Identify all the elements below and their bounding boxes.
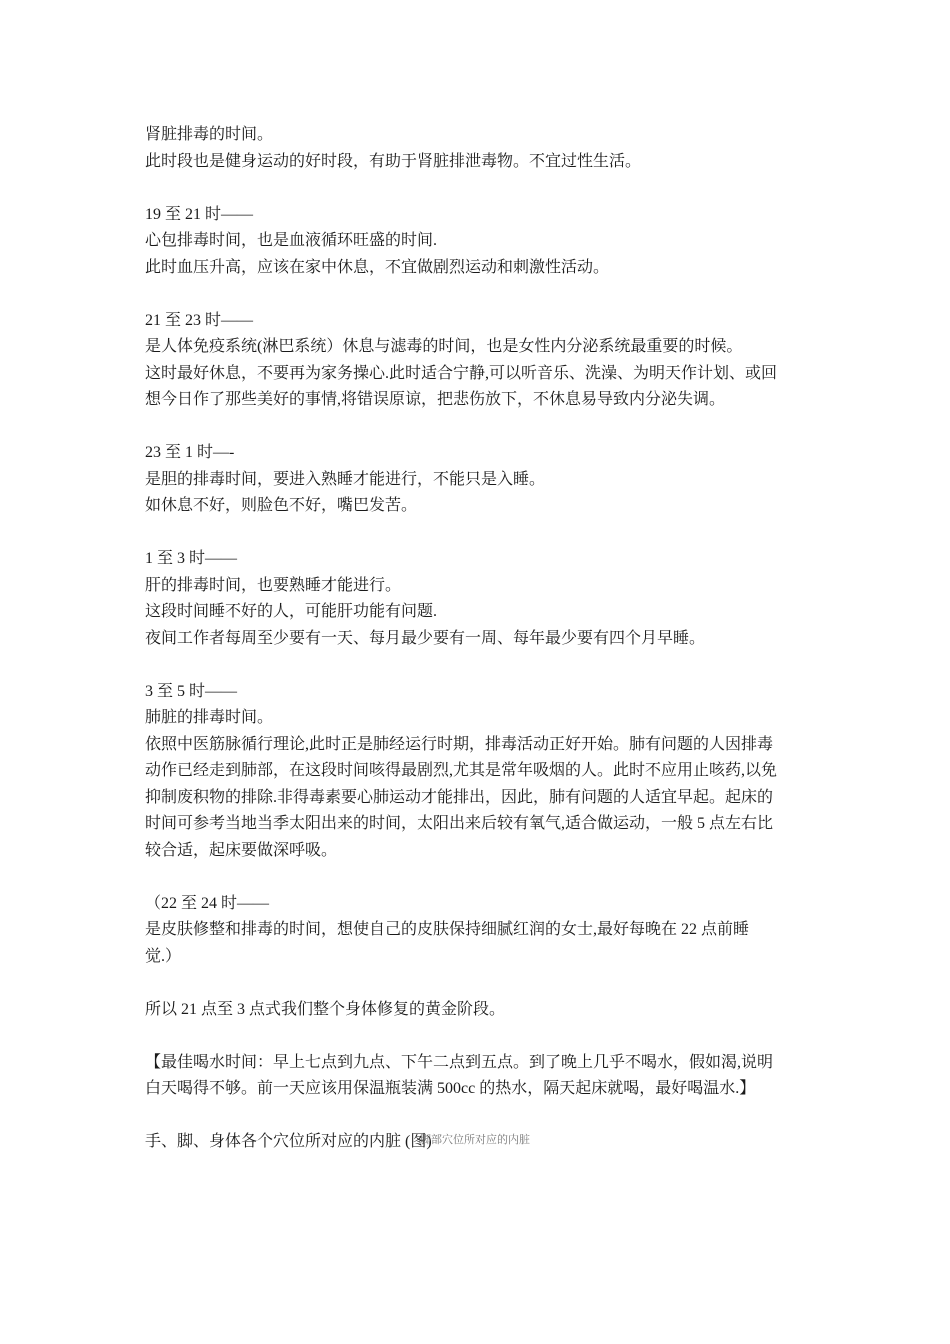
text-line: 是胆的排毒时间，要进入熟睡才能进行，不能只是入睡。 — [145, 470, 546, 488]
text-line: 白天喝得不够。前一天应该用保温瓶装满 500cc 的热水，隔天起床就喝，最好喝温水.】 — [145, 1080, 756, 1097]
text-line: 是人体免疫系统(淋巴系统）休息与滤毒的时间，也是女性内分泌系统最重要的时候。 — [145, 338, 743, 355]
text-line: 3 至 5 时—— — [145, 682, 238, 700]
text-line: 21 至 23 时—— — [145, 311, 254, 329]
text-line: 动作已经走到肺部，在这段时间咳得最剧烈,尤其是常年吸烟的人。此时不应用止咳药,以免 — [145, 762, 778, 779]
text-line: 手、脚、身体各个穴位所对应的内脏 (图) — [145, 1133, 432, 1150]
text-line: 肝的排毒时间，也要熟睡才能进行。 — [145, 576, 402, 594]
paragraph-gap — [145, 520, 813, 547]
paragraph-gap — [145, 652, 813, 679]
figure-caption: 脚部穴位所对应的内脏 — [420, 1134, 530, 1146]
text-line: 这段时间睡不好的人，可能肝功能有问题. — [145, 603, 438, 620]
text-line: 抑制废积物的排除.非得毒素要心肺运动才能排出，因此，肺有问题的人适宜早起。起床的 — [145, 788, 774, 806]
text-line: 觉.） — [145, 947, 182, 965]
paragraph-gap — [145, 414, 813, 441]
text-line: （22 至 24 时—— — [145, 894, 270, 912]
text-line: 夜间工作者每周至少要有一天、每月最少要有一周、每年最少要有四个月早睡。 — [145, 629, 706, 647]
text-line: 1 至 3 时—— — [145, 550, 238, 567]
paragraph-gap — [145, 175, 813, 202]
paragraph-gap — [145, 281, 813, 308]
paragraph-gap — [145, 1103, 813, 1130]
text-line: 23 至 1 时—- — [145, 444, 235, 461]
text-line: 此时血压升高，应该在家中休息，不宜做剧烈运动和刺激性活动。 — [145, 258, 610, 276]
text-line: 肾脏排毒的时间。 — [145, 126, 274, 143]
document-body — [145, 122, 813, 1156]
text-line: 时间可参考当地当季太阳出来的时间，太阳出来后较有氧气,适合做运动，一般 5 点左右比 — [145, 815, 774, 832]
text-line: 19 至 21 时—— — [145, 205, 254, 223]
text-line: 肺脏的排毒时间。 — [145, 709, 274, 726]
text-line: 较合适，起床要做深呼吸。 — [145, 841, 338, 859]
text-line: 如休息不好，则脸色不好，嘴巴发苦。 — [145, 497, 418, 514]
text-line: 想今日作了那些美好的事情,将错误原谅，把悲伤放下，不休息易导致内分泌失调。 — [145, 391, 726, 408]
text-line: 所以 21 点至 3 点式我们整个身体修复的黄金阶段。 — [145, 1000, 506, 1018]
text-line: 心包排毒时间，也是血液循环旺盛的时间. — [145, 232, 438, 249]
text-line: 依照中医筋脉循行理论,此时正是肺经运行时期，排毒活动正好开始。肺有问题的人因排毒 — [145, 735, 774, 753]
text-line: 此时段也是健身运动的好时段，有助于肾脏排泄毒物。不宜过性生活。 — [145, 152, 642, 170]
paragraph-gap — [145, 1023, 813, 1050]
paragraph-gap — [145, 970, 813, 997]
text-line: 是皮肤修整和排毒的时间，想使自己的皮肤保持细腻红润的女士,最好每晚在 22 点前睡 — [145, 921, 750, 938]
paragraph-gap — [145, 864, 813, 891]
text-line: 【最佳喝水时间：早上七点到九点、下午二点到五点。到了晚上几乎不喝水，假如渴,说明 — [145, 1053, 774, 1071]
text-line: 这时最好休息，不要再为家务操心.此时适合宁静,可以听音乐、洗澡、为明天作计划、或回 — [145, 364, 778, 382]
